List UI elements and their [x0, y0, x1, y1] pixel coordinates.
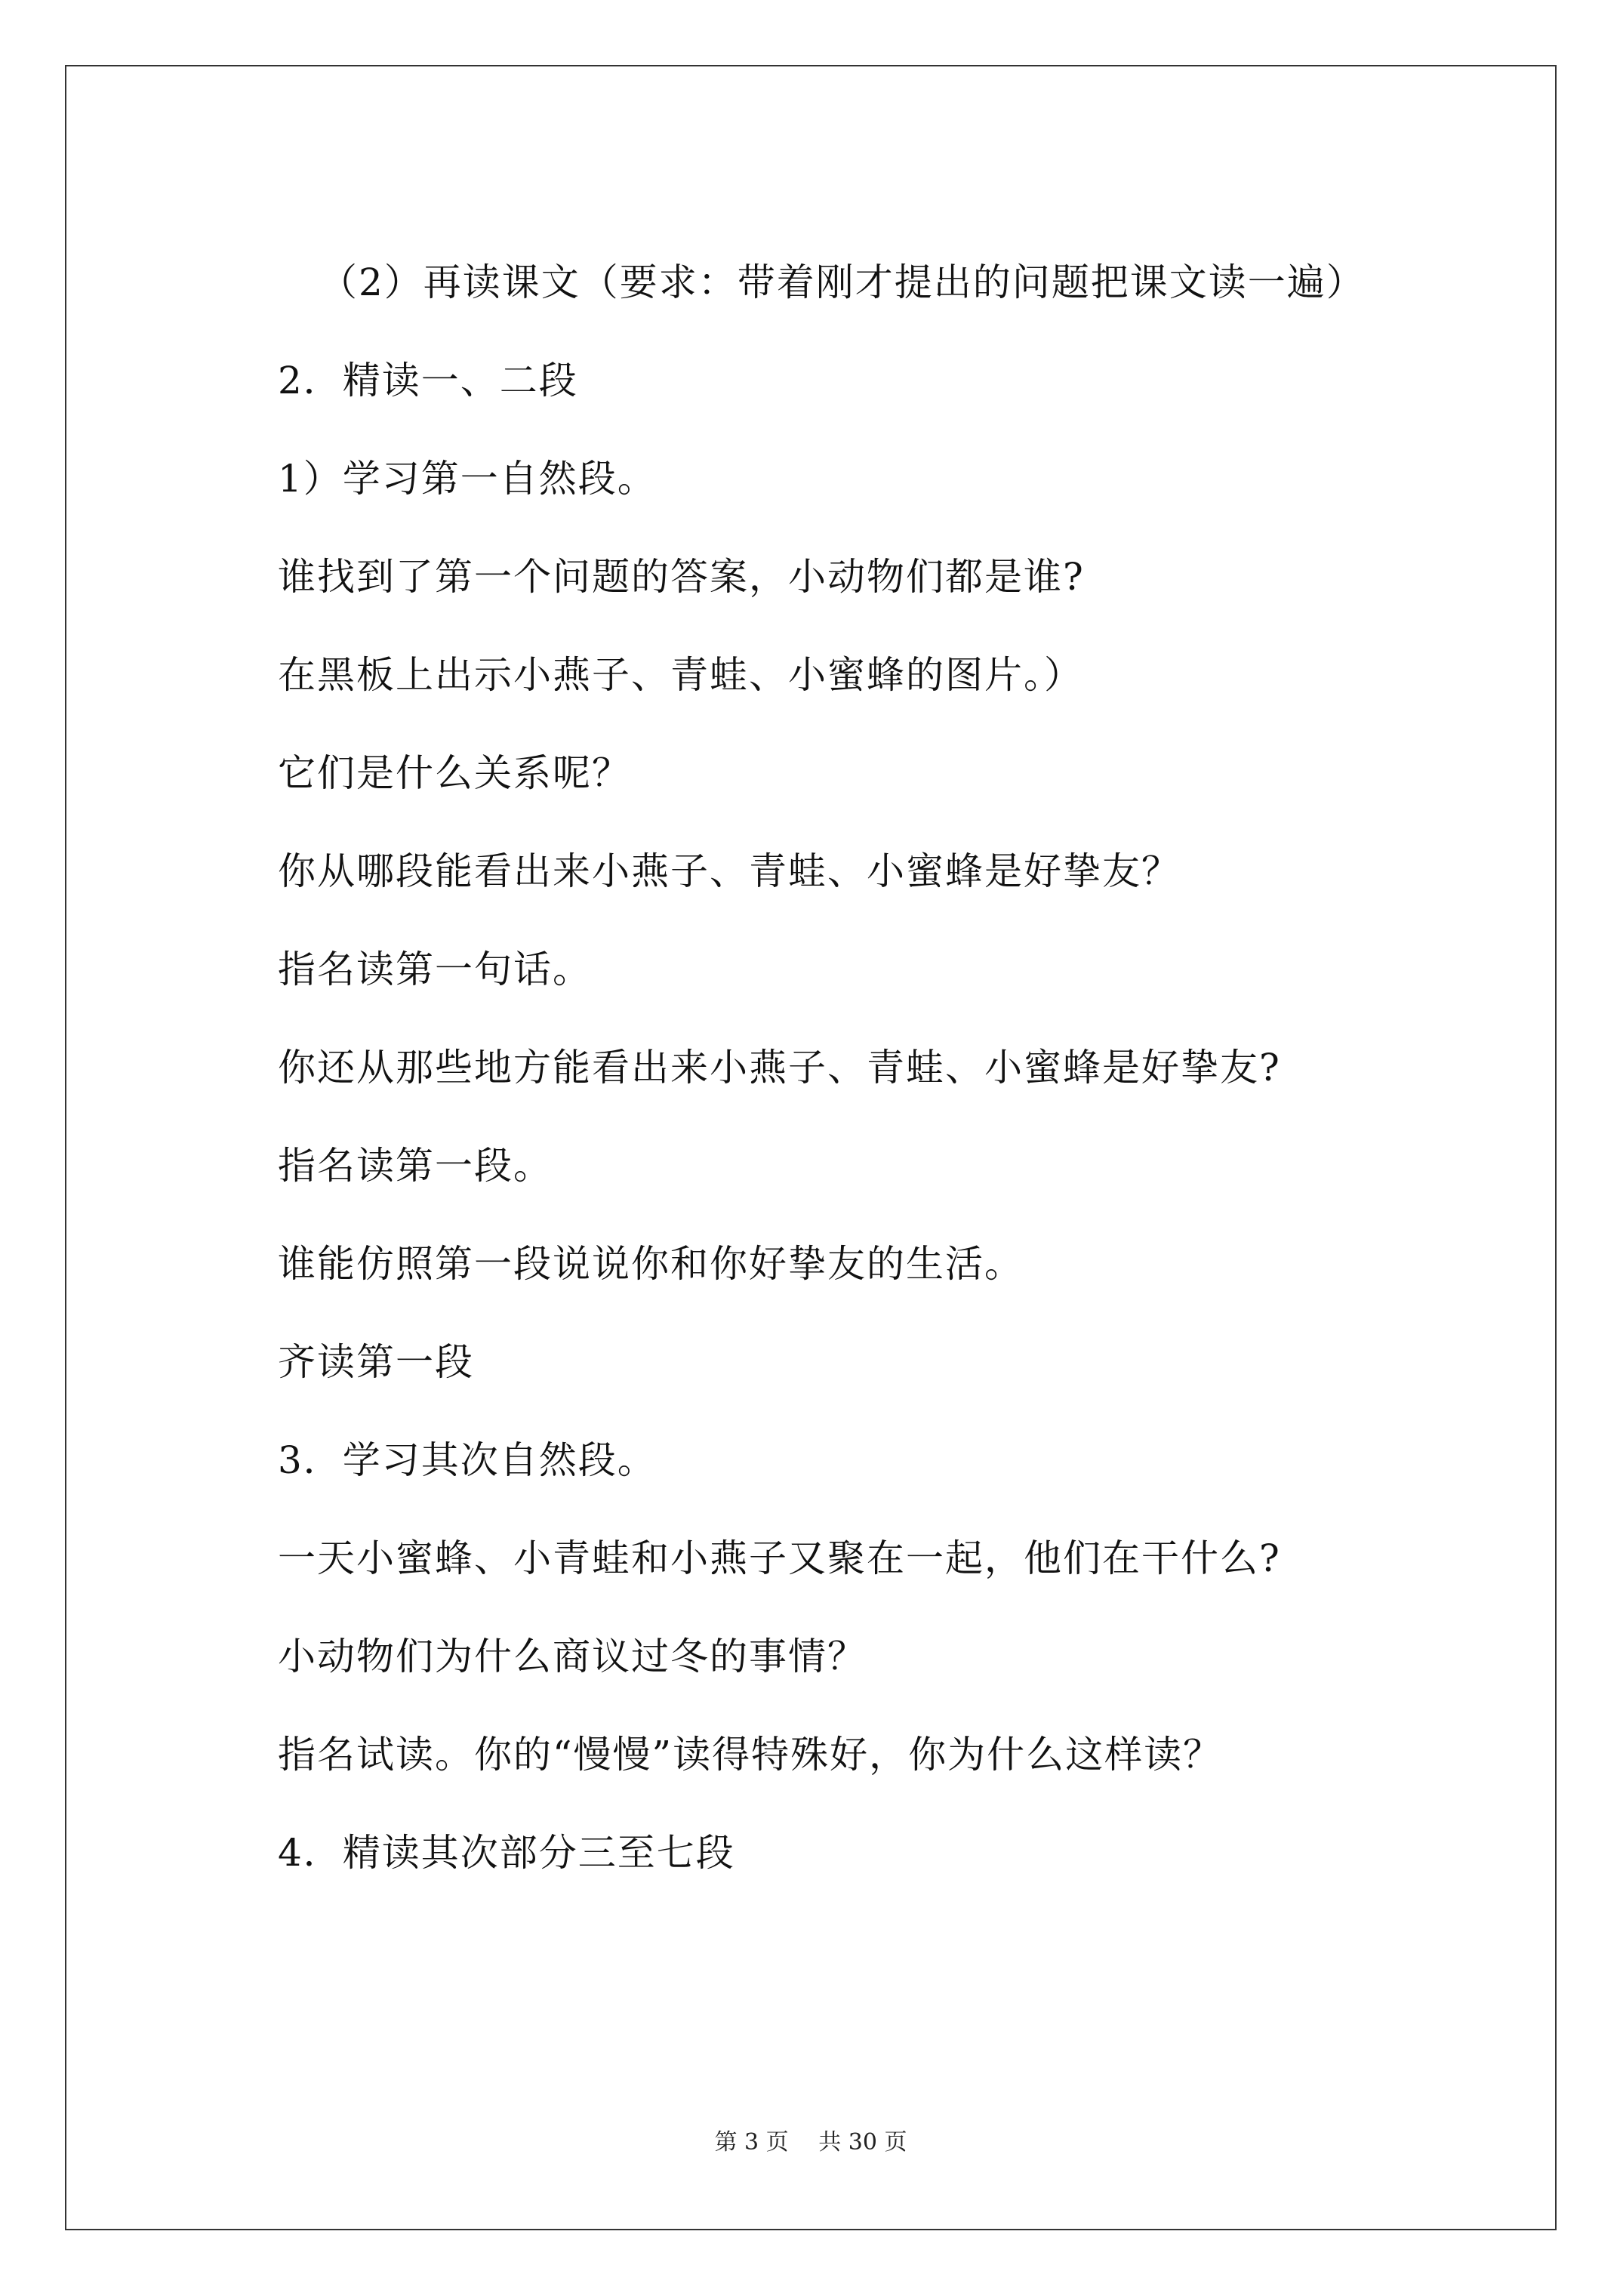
text-line: 你从哪段能看出来小燕子、青蛙、小蜜蜂是好挚友？: [278, 849, 1181, 893]
text-line: 谁能仿照第一段说说你和你好挚友的生活。: [278, 1242, 1024, 1286]
text-line: 2．精读一、二段: [278, 359, 578, 402]
text-line: 小动物们为什么商议过冬的事情？: [278, 1635, 867, 1678]
text-line: 在黑板上出示小燕子、青蛙、小蜜蜂的图片。）: [278, 653, 1083, 697]
text-line: 指名读第一句话。: [278, 948, 592, 991]
text-line: 一天小蜜蜂、小青蛙和小燕子又聚在一起，他们在干什么?: [278, 1536, 1281, 1580]
text-line: 齐读第一段: [278, 1340, 474, 1384]
text-line: 它们是什么关系呢？: [278, 751, 631, 795]
document-body: [66, 66, 1555, 2229]
text-line: 3．学习其次自然段。: [278, 1438, 657, 1482]
text-line: 指名试读。你的“慢慢”读得特殊好，你为什么这样读？: [278, 1733, 1223, 1777]
text-line: 4．精读其次部分三至七段: [278, 1831, 735, 1875]
text-line: 1）学习第一自然段。: [278, 457, 657, 501]
text-line: 指名读第一段。: [278, 1144, 553, 1188]
page-number-footer: 第 3 页 共 30 页: [714, 2129, 907, 2156]
text-line: （2）再读课文（要求：带着刚才提出的问题把课文读一遍）: [319, 260, 1366, 304]
text-line: 你还从那些地方能看出来小燕子、青蛙、小蜜蜂是好挚友?: [278, 1046, 1281, 1089]
text-line: 谁找到了第一个问题的答案，小动物们都是谁?: [278, 555, 1085, 599]
page-frame: [65, 65, 1557, 2230]
